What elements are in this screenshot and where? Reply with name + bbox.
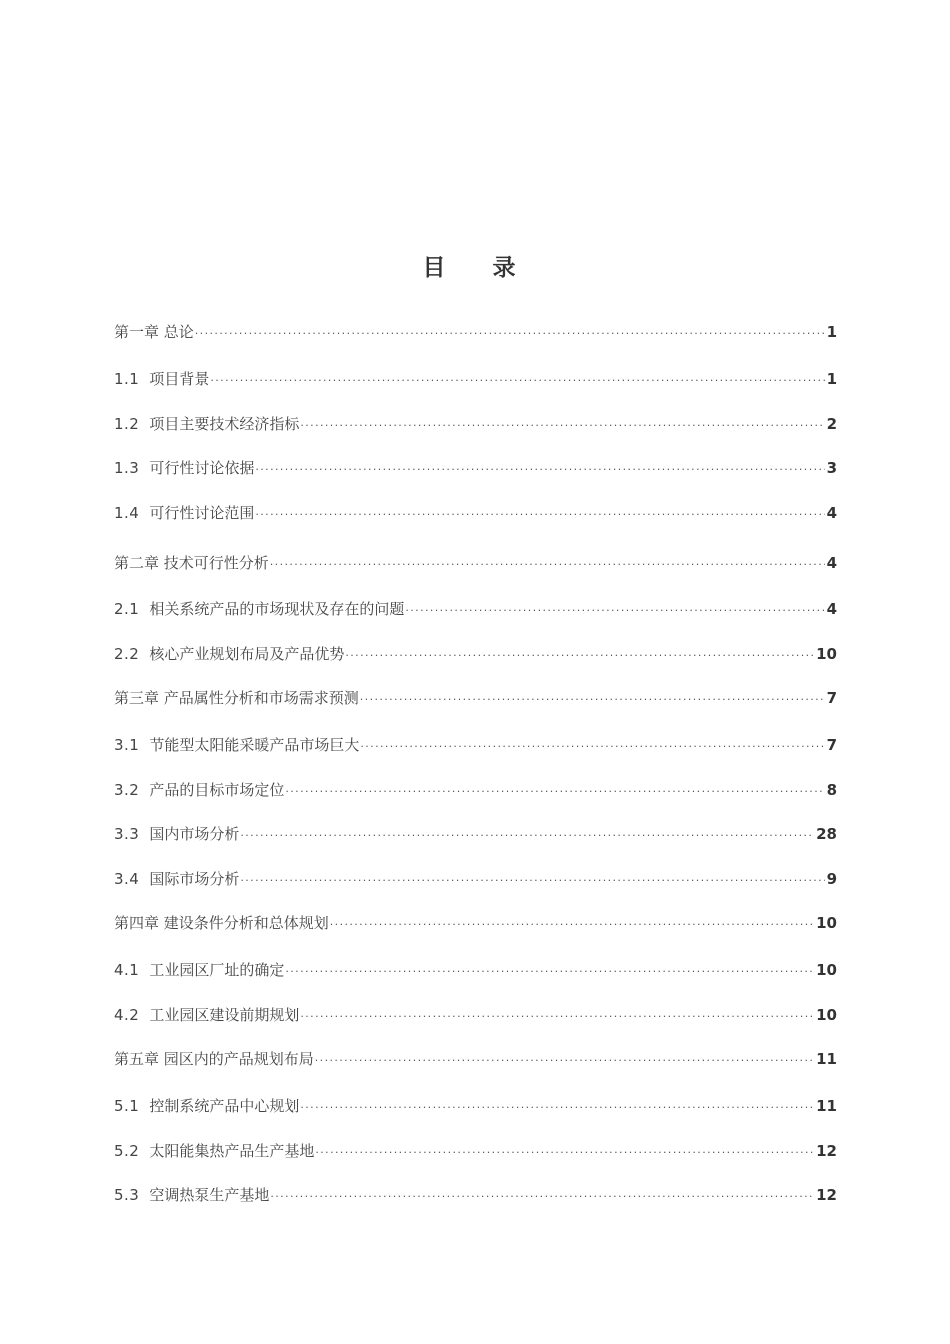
toc-section-number: 1.4 [114, 504, 140, 522]
toc-section-number: 2.2 [114, 645, 140, 663]
toc-entry-title: 工业园区建设前期规划 [149, 1006, 300, 1024]
toc-entry-title: 第四章 建设条件分析和总体规划 [114, 914, 329, 932]
toc-page-number: 11 [816, 1097, 837, 1115]
toc-section-number: 5.3 [114, 1186, 140, 1204]
toc-section-3-1[interactable] [114, 734, 837, 758]
toc-section-5-3[interactable] [114, 1184, 837, 1208]
toc-entry-title: 第一章 总论 [114, 323, 194, 341]
dot-leader [315, 1146, 814, 1159]
toc-entry-title: 项目主要技术经济指标 [149, 415, 300, 433]
toc-section-2-1[interactable] [114, 598, 837, 622]
toc-page-number: 1 [826, 323, 837, 341]
toc-section-number: 4.2 [114, 1006, 140, 1024]
toc-entry-title: 节能型太阳能采暖产品市场巨大 [149, 736, 360, 754]
toc-section-number: 1.3 [114, 459, 140, 477]
toc-section-number: 2.1 [114, 600, 140, 618]
toc-section-3-4[interactable] [114, 868, 837, 892]
toc-section-1-3[interactable] [114, 457, 837, 481]
toc-page-number: 8 [826, 781, 837, 799]
toc-entry-title: 工业园区厂址的确定 [149, 961, 285, 979]
dot-leader [300, 419, 824, 432]
toc-entry-title: 可行性讨论依据 [149, 459, 255, 477]
toc-page-number: 1 [826, 370, 837, 388]
dot-leader [240, 829, 814, 842]
page-title: 目 录 [422, 255, 528, 281]
toc-page-number: 10 [816, 961, 837, 979]
toc-page-number: 4 [826, 554, 837, 572]
toc-chapter-1[interactable] [114, 321, 837, 345]
dot-leader [315, 1054, 814, 1067]
toc-entry-title: 可行性讨论范围 [149, 504, 255, 522]
toc-page-number: 4 [826, 504, 837, 522]
dot-leader [210, 374, 824, 387]
toc-page-number: 7 [826, 689, 837, 707]
dot-leader [360, 693, 825, 706]
toc-section-number: 5.2 [114, 1142, 140, 1160]
toc-page-number: 10 [816, 645, 837, 663]
toc-entry-title: 太阳能集热产品生产基地 [149, 1142, 315, 1160]
dot-leader [405, 604, 824, 617]
dot-leader [255, 463, 824, 476]
toc-entry-title: 空调热泵生产基地 [149, 1186, 270, 1204]
toc-section-number: 3.3 [114, 825, 140, 843]
toc-entry-title: 控制系统产品中心规划 [149, 1097, 300, 1115]
toc-entry-title: 产品的目标市场定位 [149, 781, 285, 799]
toc-entry-title: 第五章 园区内的产品规划布局 [114, 1050, 314, 1068]
toc-page-number: 10 [816, 1006, 837, 1024]
toc-page-number: 10 [816, 914, 837, 932]
toc-entry-title: 项目背景 [149, 370, 210, 388]
toc-entry-title: 相关系统产品的市场现状及存在的问题 [149, 600, 405, 618]
toc-page-number: 4 [826, 600, 837, 618]
toc-section-1-2[interactable] [114, 413, 837, 437]
toc-chapter-3[interactable] [114, 687, 837, 711]
toc-chapter-5[interactable] [114, 1048, 837, 1072]
dot-leader [345, 649, 814, 662]
toc-entry-title: 第二章 技术可行性分析 [114, 554, 269, 572]
toc-page-number: 12 [816, 1186, 837, 1204]
toc-section-1-1[interactable] [114, 368, 837, 392]
toc-section-number: 3.4 [114, 870, 140, 888]
toc-page-number: 7 [826, 736, 837, 754]
dot-leader [330, 918, 814, 931]
toc-chapter-4[interactable] [114, 912, 837, 936]
toc-section-number: 1.1 [114, 370, 140, 388]
toc-section-number: 3.1 [114, 736, 140, 754]
dot-leader [300, 1101, 814, 1114]
dot-leader [240, 874, 824, 887]
toc-section-1-4[interactable] [114, 502, 837, 526]
toc-page-number: 11 [816, 1050, 837, 1068]
toc-page-number: 12 [816, 1142, 837, 1160]
dot-leader [270, 558, 825, 571]
toc-section-number: 1.2 [114, 415, 140, 433]
toc-entry-title: 国内市场分析 [149, 825, 240, 843]
toc-entry-title: 第三章 产品属性分析和市场需求预测 [114, 689, 359, 707]
toc-section-5-2[interactable] [114, 1140, 837, 1164]
toc-entry-title: 核心产业规划布局及产品优势 [149, 645, 345, 663]
dot-leader [285, 785, 824, 798]
dot-leader [300, 1010, 814, 1023]
toc-page-number: 2 [826, 415, 837, 433]
dot-leader [360, 740, 824, 753]
toc-page-number: 3 [826, 459, 837, 477]
dot-leader [195, 327, 825, 340]
toc-entry-title: 国际市场分析 [149, 870, 240, 888]
toc-section-number: 3.2 [114, 781, 140, 799]
toc-section-2-2[interactable] [114, 643, 837, 667]
toc-page-number: 9 [826, 870, 837, 888]
toc-section-3-2[interactable] [114, 779, 837, 803]
toc-chapter-2[interactable] [114, 552, 837, 576]
toc-section-4-1[interactable] [114, 959, 837, 983]
toc-section-number: 5.1 [114, 1097, 140, 1115]
toc-section-number: 4.1 [114, 961, 140, 979]
dot-leader [270, 1190, 814, 1203]
toc-section-5-1[interactable] [114, 1095, 837, 1119]
dot-leader [255, 508, 824, 521]
toc-section-3-3[interactable] [114, 823, 837, 847]
dot-leader [285, 965, 814, 978]
toc-section-4-2[interactable] [114, 1004, 837, 1028]
toc-page-number: 28 [816, 825, 837, 843]
